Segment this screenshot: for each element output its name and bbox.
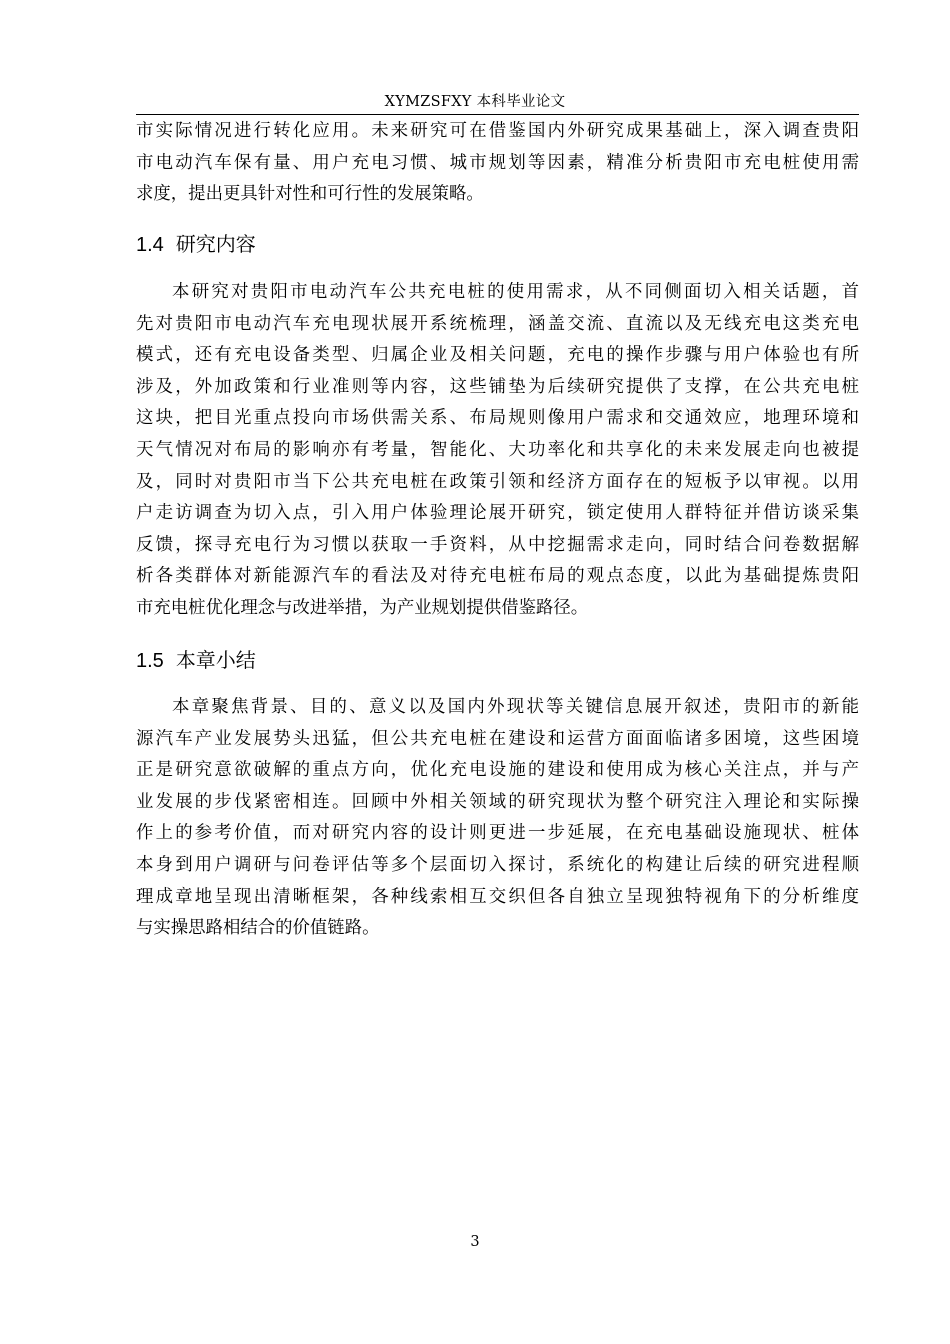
section-heading-1-5 — [136, 645, 859, 675]
section-heading-1-4 — [136, 229, 859, 259]
section-number: 1.5 — [136, 650, 164, 672]
paragraph-line: 这块，把目光重点投向市场供需关系、布局规则像用户需求和交通效应，地理环境和 — [136, 408, 859, 429]
paragraph-line: 本研究对贵阳市电动汽车公共充电桩的使用需求，从不同侧面切入相关话题，首 — [172, 282, 859, 302]
page-number: 3 — [470, 1234, 480, 1250]
paragraph-line: 反馈，探寻充电行为习惯以获取一手资料，从中挖掘需求走向，同时结合问卷数据解 — [136, 534, 859, 555]
paragraph-line: 作上的参考价值，而对研究内容的设计则更进一步延展，在充电基础设施现状、桩体 — [136, 823, 859, 844]
paragraph-line: 源汽车产业发展势头迅猛，但公共充电桩在建设和运营方面面临诸多困境，这些困境 — [136, 728, 859, 749]
paragraph-line: 求度，提出更具针对性和可行性的发展策略。 — [136, 184, 484, 205]
paragraph-line: 市电动汽车保有量、用户充电习惯、城市规划等因素，精准分析贵阳市充电桩使用需 — [136, 152, 859, 173]
paragraph-line: 户走访调查为切入点，引入用户体验理论展开研究，锁定使用人群特征并借访谈采集 — [136, 503, 859, 524]
section-number: 1.4 — [136, 234, 164, 256]
section-title: 研究内容 — [175, 232, 256, 256]
research-content-paragraph — [136, 277, 859, 625]
paragraph-line: 天气情况对布局的影响亦有考量，智能化、大功率化和共享化的未来发展走向也被提 — [136, 439, 859, 460]
chapter-summary-paragraph — [136, 692, 859, 945]
continuation-paragraph — [136, 116, 859, 211]
header-rule — [136, 114, 859, 115]
paragraph-line: 业发展的步伐紧密相连。回顾中外相关领域的研究现状为整个研究注入理论和实际操 — [136, 791, 859, 812]
paragraph-line: 本身到用户调研与问卷评估等多个层面切入探讨，系统化的构建让后续的研究进程顺 — [136, 854, 859, 875]
paragraph-line: 本章聚焦背景、目的、意义以及国内外现状等关键信息展开叙述，贵阳市的新能 — [172, 697, 859, 717]
running-header: XYMZSFXY 本科毕业论文 — [384, 94, 566, 110]
section-title: 本章小结 — [175, 648, 256, 672]
paragraph-line: 及，同时对贵阳市当下公共充电桩在政策引领和经济方面存在的短板予以审视。以用 — [136, 471, 859, 492]
paragraph-line: 涉及，外加政策和行业准则等内容，这些铺垫为后续研究提供了支撑，在公共充电桩 — [136, 376, 859, 397]
paragraph-line: 与实操思路相结合的价值链路。 — [136, 918, 380, 939]
paragraph-line: 析各类群体对新能源汽车的看法及对待充电桩布局的观点态度，以此为基础提炼贵阳 — [136, 566, 859, 587]
paragraph-line: 模式，还有充电设备类型、归属企业及相关问题，充电的操作步骤与用户体验也有所 — [136, 345, 859, 366]
paragraph-line: 先对贵阳市电动汽车充电现状展开系统梳理，涵盖交流、直流以及无线充电这类充电 — [136, 313, 859, 334]
paragraph-line: 市充电桩优化理念与改进举措，为产业规划提供借鉴路径。 — [136, 597, 589, 618]
paragraph-line: 理成章地呈现出清晰框架，各种线索相互交织但各自独立呈现独特视角下的分析维度 — [136, 886, 859, 907]
paragraph-line: 正是研究意欲破解的重点方向，优化充电设施的建设和使用成为核心关注点，并与产 — [136, 760, 859, 781]
paragraph-line: 市实际情况进行转化应用。未来研究可在借鉴国内外研究成果基础上，深入调查贵阳 — [136, 121, 859, 141]
